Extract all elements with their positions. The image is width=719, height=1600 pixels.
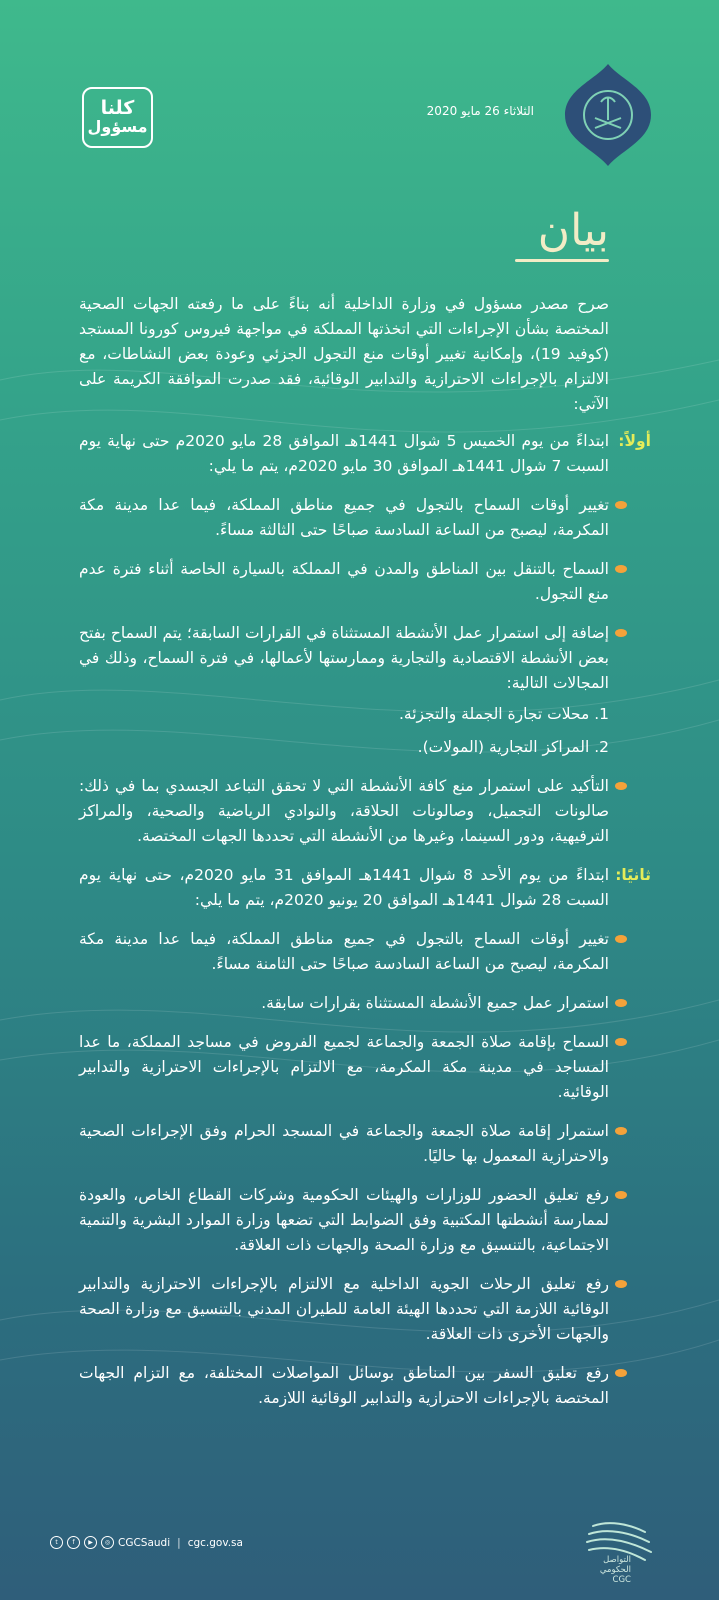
youtube-icon[interactable]: ▶ — [84, 1536, 97, 1549]
footer-social — [50, 1536, 243, 1549]
bullet-icon — [615, 1127, 627, 1135]
badge-line2: مسؤول — [87, 117, 148, 137]
title-underline — [515, 259, 609, 262]
list-item: السماح بالتنقل بين المناطق والمدن في المملكة بالسيارة الخاصة أثناء فترة عدم منع التجول. — [79, 557, 609, 607]
list-item: السماح بإقامة صلاة الجمعة والجماعة لجميع الفروض في مساجد المملكة، ما عدا المساجد في مدينة مكة المكرمة، مع الالتزام بالإجراءات الاحترازية والتدابير الوقائية. — [79, 1030, 609, 1105]
saudi-emblem-icon — [563, 62, 653, 168]
numbered-item: 2. المراكز التجارية (المولات). — [417, 738, 609, 756]
cgc-logo-text — [600, 1555, 631, 1585]
statement-body — [79, 292, 651, 1425]
footer-separator: | — [177, 1536, 181, 1549]
cgc-abbr: CGC — [612, 1575, 631, 1585]
bullet-icon — [615, 1191, 627, 1199]
twitter-icon[interactable]: t — [50, 1536, 63, 1549]
section-first — [79, 429, 651, 479]
bullet-icon — [615, 782, 627, 790]
section-label: ثانيًا: — [615, 866, 651, 884]
bullet-icon — [615, 1280, 627, 1288]
website-link[interactable]: cgc.gov.sa — [187, 1536, 243, 1549]
cgc-line1: التواصل — [603, 1555, 631, 1565]
bullet-icon — [615, 501, 627, 509]
list-item: إضافة إلى استمرار عمل الأنشطة المستثناة في القرارات السابقة؛ يتم السماح بفتح بعض الأنشطة الاقتصادية والتجارية وممارستها لأعمالها، في فترة السماح، وذلك في المجالات التالية: — [79, 621, 609, 696]
intro-paragraph: صرح مصدر مسؤول في وزارة الداخلية أنه بناءً على ما رفعته الجهات الصحية المختصة بشأن الإجراءات التي اتخذتها المملكة في مواجهة فيروس كورونا المستجد (كوفيد 19)، وإمكانية تغيير أوقات منع التجول الجزئي وعودة بعض النشاطات، مع الالتزام بالإجراءات الاحترازية والتدابير الوقائية، فقد صدرت الموافقة الكريمة على الآتي: — [79, 295, 609, 413]
list-item: تغيير أوقات السماح بالتجول في جميع مناطق المملكة، فيما عدا مدينة مكة المكرمة، ليصبح من الساعة السادسة صباحًا حتى الثامنة مساءً. — [79, 927, 609, 977]
instagram-icon[interactable]: ◎ — [101, 1536, 114, 1549]
bullet-icon — [615, 1038, 627, 1046]
facebook-icon[interactable]: f — [67, 1536, 80, 1549]
cgc-line2: الحكومي — [599, 1565, 631, 1575]
bullet-icon — [615, 565, 627, 573]
list-item: رفع تعليق الحضور للوزارات والهيئات الحكومية وشركات القطاع الخاص، والعودة لممارسة أنشطتها المكتبية وفق الضوابط التي تضعها وزارة الموارد البشرية والتنمية الاجتماعية، بالتنسيق مع وزارة الصحة والجهات ذات العلاقة. — [79, 1183, 609, 1258]
section-second — [79, 863, 651, 913]
numbered-item: 1. محلات تجارة الجملة والتجزئة. — [398, 705, 609, 723]
kulluna-masool-badge — [82, 87, 153, 148]
section-lead: ابتداءً من يوم الأحد 8 شوال 1441هـ الموافق 31 مايو 2020م، حتى نهاية يوم السبت 28 شوال 1441هـ الموافق 20 يونيو 2020م، يتم ما يلي: — [79, 866, 609, 909]
bullet-icon — [615, 1369, 627, 1377]
section-lead: ابتداءً من يوم الخميس 5 شوال 1441هـ الموافق 28 مايو 2020م حتى نهاية يوم السبت 7 شوال 1441هـ الموافق 30 مايو 2020م، يتم ما يلي: — [79, 432, 609, 475]
bullet-icon — [615, 999, 627, 1007]
list-item: تغيير أوقات السماح بالتجول في جميع مناطق المملكة، فيما عدا مدينة مكة المكرمة، ليصبح من الساعة السادسة صباحًا حتى الثالثة مساءً. — [79, 493, 609, 543]
bullet-icon — [615, 629, 627, 637]
list-item: رفع تعليق الرحلات الجوية الداخلية مع الالتزام بالإجراءات الاحترازية والتدابير الوقائية اللازمة التي تحددها الهيئة العامة للطيران المدني بالتنسيق مع وزارة الصحة والجهات الأخرى ذات العلاقة. — [79, 1272, 609, 1347]
list-item: رفع تعليق السفر بين المناطق بوسائل المواصلات المختلفة، مع التزام الجهات المختصة بالإجراءات الاحترازية والتدابير الوقائية اللازمة. — [79, 1361, 609, 1411]
badge-line1: كلنا — [100, 97, 135, 120]
section-label: أولاً: — [618, 432, 651, 450]
social-handle[interactable]: CGCSaudi — [118, 1536, 171, 1549]
list-item: استمرار عمل جميع الأنشطة المستثناة بقرارات سابقة. — [79, 991, 609, 1016]
page-header — [0, 0, 719, 200]
header-date: الثلاثاء 26 مايو 2020 — [426, 104, 534, 118]
list-item: استمرار إقامة صلاة الجمعة والجماعة في المسجد الحرام وفق الإجراءات الصحية والاحترازية المعمول بها حاليًا. — [79, 1119, 609, 1169]
list-item: التأكيد على استمرار منع كافة الأنشطة التي لا تحقق التباعد الجسدي بما في ذلك: صالونات التجميل، وصالونات الحلاقة، والنوادي الرياضية والصحية، والمراكز الترفيهية، ودور السينما، وغيرها من الأنشطة التي تحددها الجهات المختصة. — [79, 774, 609, 849]
bullet-icon — [615, 935, 627, 943]
page-title: بيان — [537, 205, 609, 256]
